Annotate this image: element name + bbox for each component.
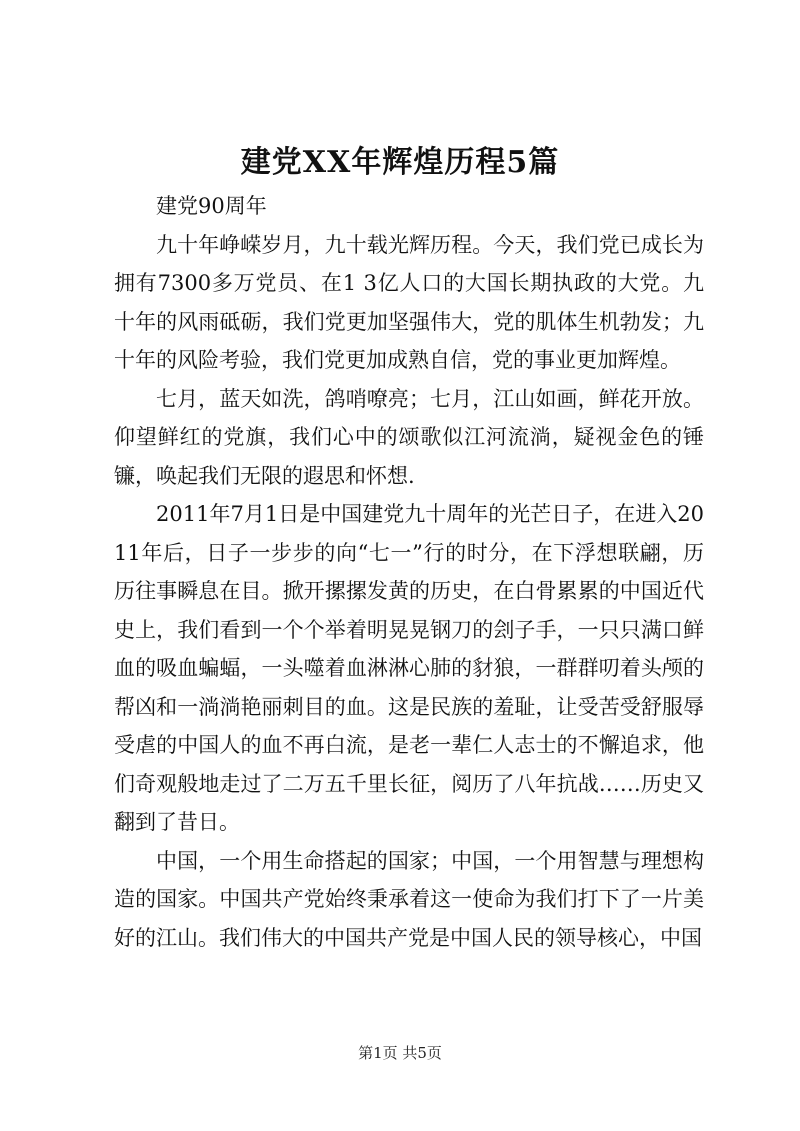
body-paragraph-2: 七月，蓝天如洗，鸽哨嘹亮；七月，江山如画，鲜花开放。仰望鲜红的党旗，我们心中的颂歌似江河流淌，疑视金色的锤镰，唤起我们无限的遐思和怀想. [114, 386, 704, 488]
document-title: 建党XX年辉煌历程5篇 [240, 145, 560, 180]
document-body [114, 187, 704, 957]
body-paragraph-4: 中国，一个用生命搭起的国家；中国，一个用智慧与理想构造的国家。中国共产党始终秉承着这一使命为我们打下了一片美好的江山。我们伟大的中国共产党是中国人民的领导核心，中国 [114, 848, 704, 950]
page-indicator: 第1页 共5页 [358, 1044, 442, 1062]
body-paragraph-3: 2011年7月1日是中国建党九十周年的光芒日子，在进入2011年后，日子一步步的向“七一”行的时分，在下浮想联翩，历历往事瞬息在目。掀开摞摞发黄的历史，在白骨累累的中国近代史上，我们看到一个个举着明晃晃钢刀的刽子手，一只只满口鲜血的吸血蝙蝠，一头噬着血淋淋心肺的豺狼，一群群叨着头颅的帮凶和一淌淌艳丽刺目的血。这是民族的羞耻，让受苦受舒服辱受虐的中国人的血不再白流，是老一辈仁人志士的不懈追求，他们奇观般地走过了二万五千里长征，阅历了八年抗战……历史又翻到了昔日。 [114, 502, 704, 834]
body-paragraph-1: 九十年峥嵘岁月，九十载光辉历程。今天，我们党已成长为拥有7300多万党员、在1 3亿人口的大国长期执政的大党。九十年的风雨砥砺，我们党更加坚强伟大，党的肌体生机勃发；九十年的风险考验，我们党更加成熟自信，党的事业更加辉煌。 [114, 232, 704, 372]
subtitle-paragraph: 建党90周年 [156, 194, 267, 218]
